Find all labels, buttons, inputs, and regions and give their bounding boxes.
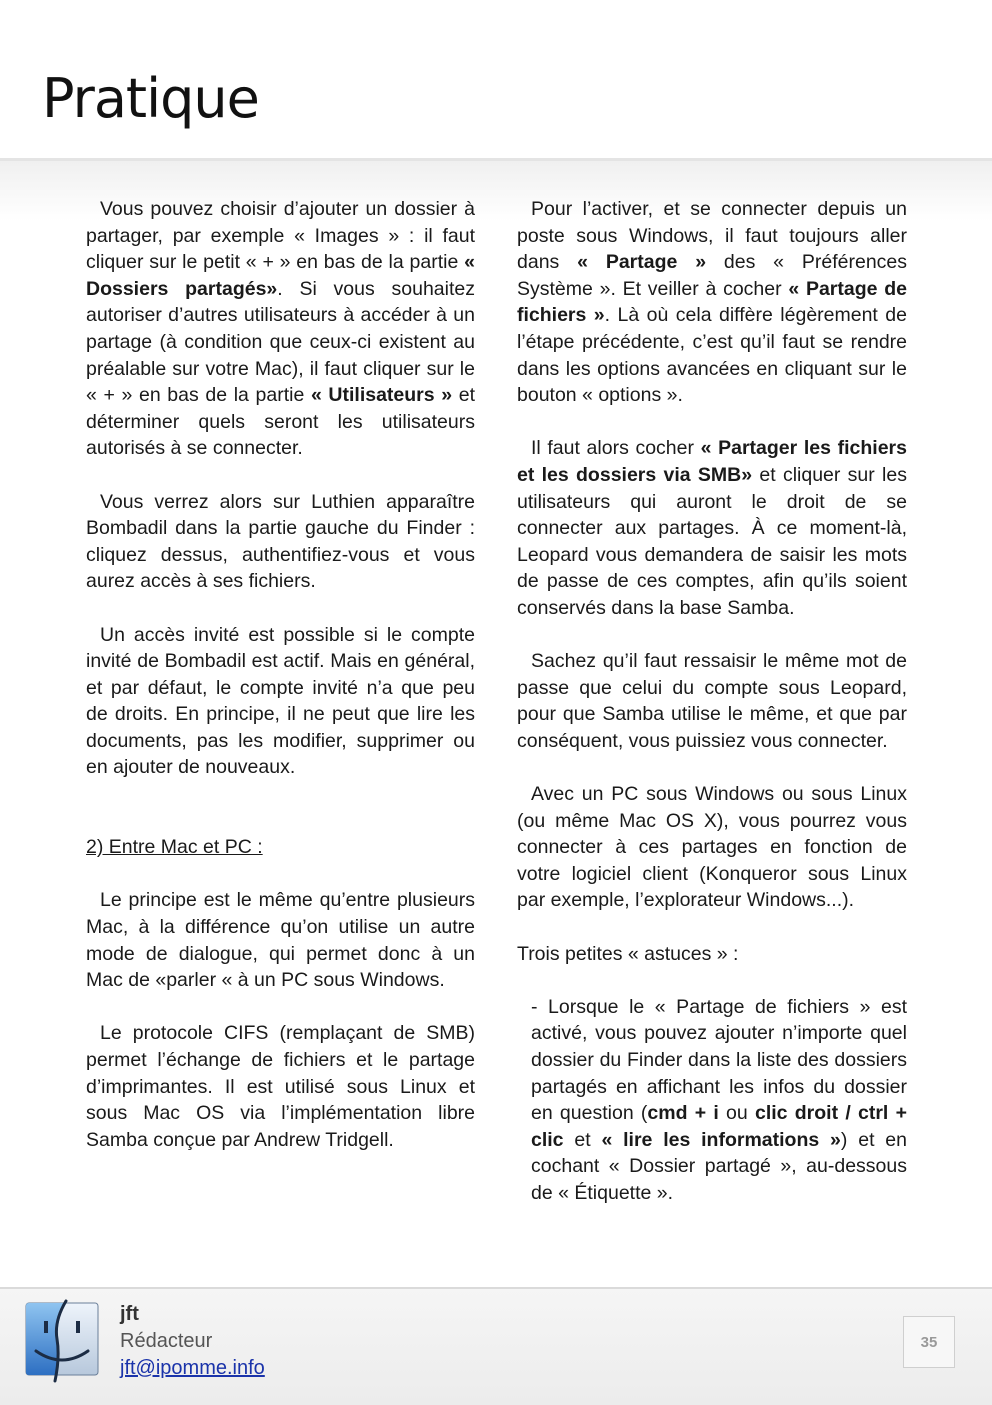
bold-text: cmd + i <box>647 1102 719 1125</box>
text-run: et déterminer quels seront les utilisateurs autorisés à se connecter. <box>86 384 476 460</box>
text-run: et cliquer sur les utilisateurs qui auront le droit de se connecter aux partages. À ce moment-là, Leopard vous demandera de saisir les mots de passe de ces comptes, afin qu’ils soient conservés dans la base Samba. <box>517 463 907 619</box>
finder-icon <box>22 1299 102 1383</box>
bold-text: « Partage » <box>577 251 707 274</box>
page-title: Pratique <box>42 67 259 130</box>
text-run: des « Préférences Système ». Et veiller à cocher <box>517 251 908 300</box>
text-run: . Là où cela diffère légèrement de l’étape précédente, c’est qu’il faut se rendre dans les options avancées en cliquant sur le bouton « options ». <box>517 304 907 407</box>
bold-text: « lire les informations » <box>601 1128 841 1151</box>
page-number <box>903 1316 955 1368</box>
author-role: Rédacteur <box>120 1330 213 1352</box>
section-heading-text: 2) Entre Mac et PC : <box>86 836 263 859</box>
text-run: ) et en cochant « Dossier partagé », au-dessous de « Étiquette ». <box>531 1128 907 1204</box>
text-run: Vous pouvez choisir d’ajouter un dossier à partager, par exemple « Images » : il faut cliquer sur le petit « + » en bas de la partie <box>86 198 475 274</box>
paragraph: Le principe est le même qu’entre plusieurs Mac, à la différence qu’on utilise un autre mode de dialogue, qui permet donc à un Mac de «parler « à un PC sous Windows. <box>86 889 475 992</box>
paragraph <box>86 196 475 462</box>
bold-text: « Partager les fichiers et les dossiers via SMB» <box>517 437 907 486</box>
paragraph: Trois petites « astuces » : <box>517 942 739 965</box>
paragraph <box>517 435 907 621</box>
page-footer <box>0 1287 992 1405</box>
article-body <box>0 161 992 1287</box>
paragraph: Un accès invité est possible si le compte invité de Bombadil est actif. Mais en général, et par défaut, le compte invité n’a que peu de droits. En principe, il ne peut que lire les documents, pas les modifier, supprimer ou en ajouter de nouveaux. <box>86 623 475 779</box>
page-number-text: 35 <box>920 1333 938 1351</box>
text-run: - Lorsque le « Partage de fichiers » est activé, vous pouvez ajouter n’importe quel dossier du Finder dans la liste des dossiers partagés en affichant les infos du dossier en question ( <box>531 995 907 1125</box>
text-run: Il faut alors cocher <box>531 437 701 460</box>
author-email-link[interactable]: jft@ipomme.info <box>120 1357 265 1379</box>
paragraph <box>517 196 907 409</box>
left-column <box>86 196 475 1153</box>
text-run: Pour l’activer, et se connecter depuis un poste sous Windows, il faut toujours aller dans <box>517 198 907 274</box>
bold-text: clic droit / ctrl + clic <box>531 1102 907 1151</box>
text-run: et <box>563 1128 602 1151</box>
paragraph: Vous verrez alors sur Luthien apparaître Bombadil dans la partie gauche du Finder : cliquez dessus, authentifiez-vous et vous aurez accès à ses fichiers. <box>86 490 475 593</box>
bold-text: « Dossiers partagés» <box>86 251 475 300</box>
bold-text: « Partage de fichiers » <box>517 277 907 327</box>
right-column <box>517 196 907 1207</box>
page-header <box>0 0 992 161</box>
tip-list-item <box>517 994 907 1207</box>
paragraph: Sachez qu’il faut ressaisir le même mot de passe que celui du compte sous Leopard, pour que Samba utilise le même, et que par conséquent, vous puissiez vous connecter. <box>517 650 907 752</box>
text-run: . Si vous souhaitez autoriser d’autres utilisateurs à accéder à un partage (à condition que ceux-ci existent au préalable sur votre Mac), il faut cliquer sur le « + » en bas de la partie <box>86 277 475 407</box>
paragraph: Avec un PC sous Windows ou sous Linux (ou même Mac OS X), vous pourrez vous connecter à ces partages en fonction de votre logiciel client (Konqueror sous Linux par exemple, l’explorateur Windows...). <box>517 783 907 912</box>
paragraph: Le protocole CIFS (remplaçant de SMB) permet l’échange de fichiers et le partage d’imprimantes. Il est utilisé sous Linux et sous Mac OS via l’implémentation libre Samba conçue par Andrew Tridgell. <box>86 1022 475 1151</box>
bold-text: « Utilisateurs » <box>310 384 453 407</box>
text-run: ou <box>718 1102 755 1125</box>
author-name: jft <box>120 1303 139 1325</box>
section-heading <box>86 834 475 861</box>
